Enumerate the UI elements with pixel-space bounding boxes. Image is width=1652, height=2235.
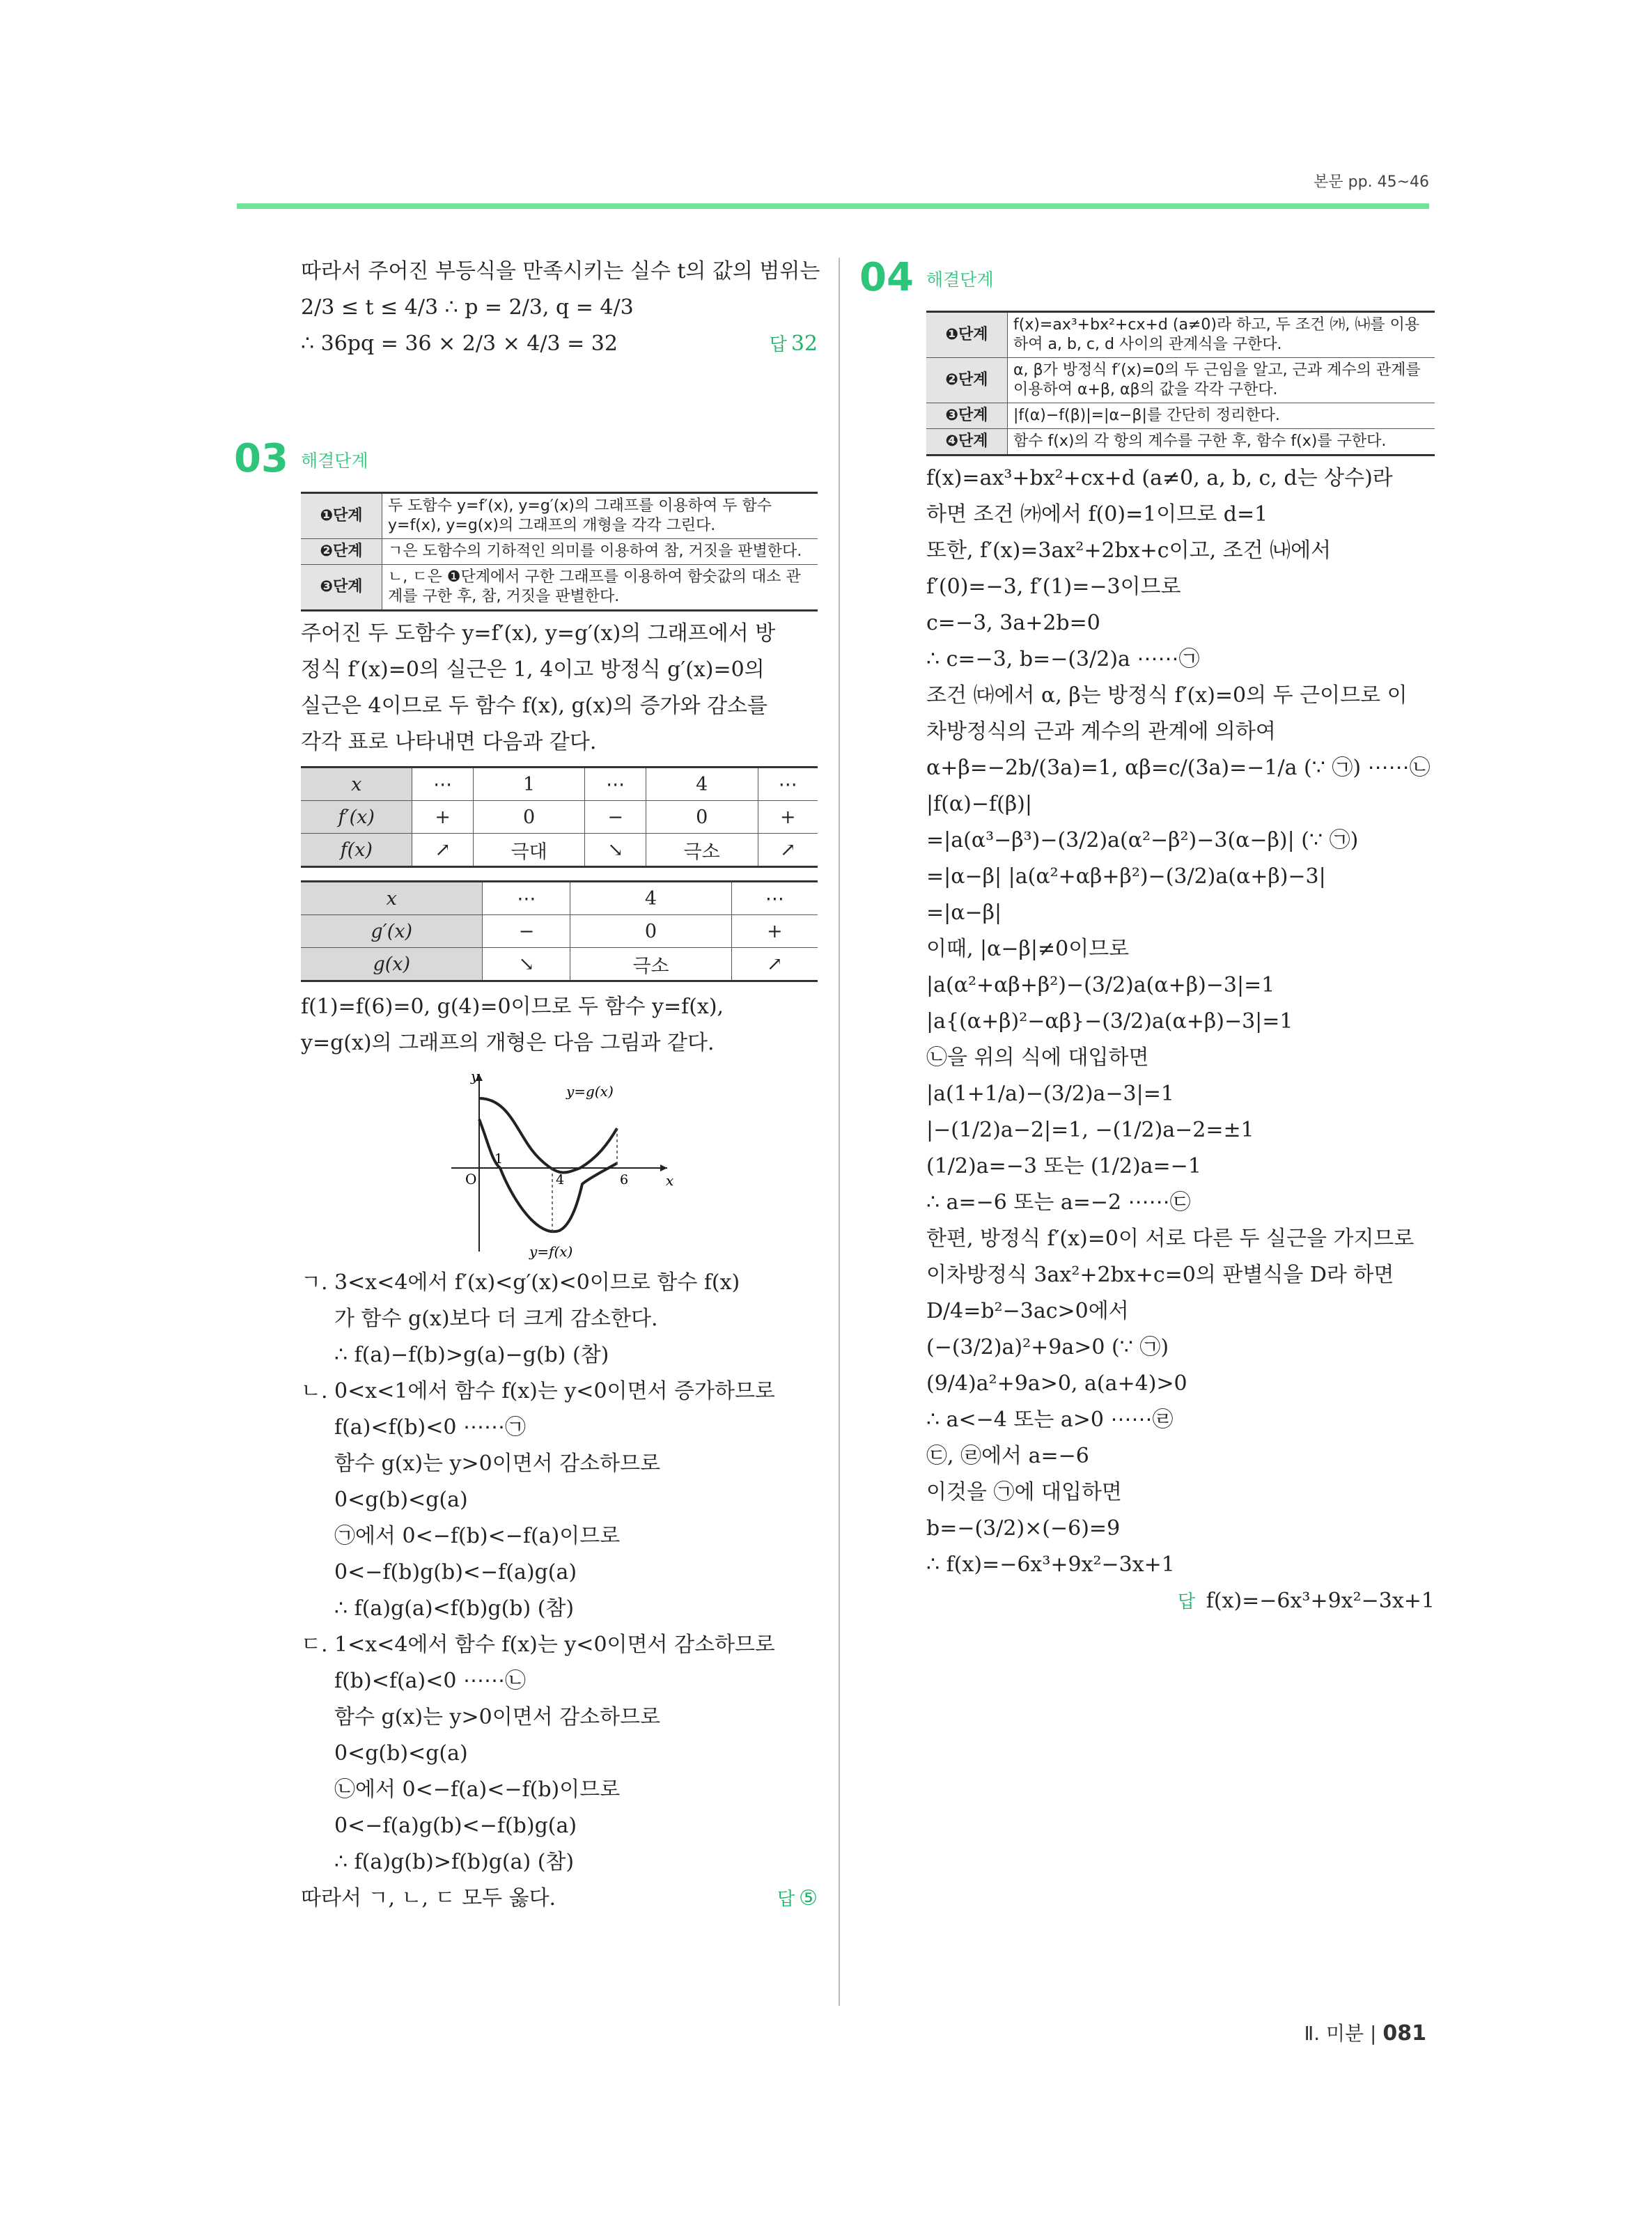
solution-line: f′(0)=−3, f′(1)=−3이므로 — [926, 575, 1181, 599]
tick-label-4: 4 — [556, 1172, 565, 1187]
section-03-header — [234, 436, 818, 485]
function-graph — [444, 1067, 674, 1262]
table-cell: g′(x) — [301, 915, 483, 948]
right-column — [859, 255, 1435, 1626]
table-cell: + — [731, 915, 818, 948]
table-cell: x — [301, 768, 412, 801]
paragraph-line: 주어진 두 도함수 y=f′(x), y=g′(x)의 그래프에서 방 — [301, 621, 776, 646]
f-curve-label: y=f(x) — [529, 1243, 573, 1260]
solution-line: 이차방정식 3ax²+2bx+c=0의 판별식을 D라 하면 — [926, 1263, 1394, 1287]
header-rule — [237, 203, 1429, 209]
reasoning-line: 가 함수 g(x)보다 더 크게 감소한다. — [334, 1307, 658, 1331]
f-curve — [479, 1119, 617, 1231]
solution-line: |a{(α+β)²−αβ}−(3/2)a(α+β)−3|=1 — [926, 1009, 1293, 1034]
reasoning-line: 0<g(b)<g(a) — [334, 1488, 468, 1512]
table-cell: 4 — [570, 882, 731, 915]
table-cell: − — [585, 801, 646, 834]
table-cell: f(x) — [301, 834, 412, 867]
reasoning-line: f(a)<f(b)<0 ⋯⋯㉠ — [334, 1415, 527, 1440]
solution-line: f(x)=ax³+bx²+cx+d (a≠0, a, b, c, d는 상수)라 — [926, 466, 1393, 490]
section-number: 03 — [234, 436, 288, 481]
intro-answer: 답 32 — [769, 332, 818, 356]
solution-line: c=−3, 3a+2b=0 — [926, 611, 1100, 635]
y-axis-label: y — [471, 1068, 479, 1084]
table-cell: 0 — [473, 801, 585, 834]
solution-steps-table — [926, 311, 1435, 456]
x-axis-label: x — [666, 1172, 674, 1189]
solution-line: (9/4)a²+9a>0, a(a+4)>0 — [926, 1371, 1187, 1396]
solution-line: |a(α²+αβ+β²)−(3/2)a(α+β)−3|=1 — [926, 973, 1275, 997]
step-text: ㄱ은 도함수의 기하적인 의미를 이용하여 참, 거짓을 판별한다. — [382, 539, 818, 565]
step-row — [301, 539, 818, 565]
table-cell: + — [758, 801, 818, 834]
solution-line: |−(1/2)a−2|=1, −(1/2)a−2=±1 — [926, 1118, 1254, 1142]
page-footer — [1304, 2018, 1426, 2046]
table-cell: f′(x) — [301, 801, 412, 834]
page-reference: 본문 pp. 45~46 — [1314, 173, 1429, 191]
paragraph-line: f(1)=f(6)=0, g(4)=0이므로 두 함수 y=f(x), — [301, 995, 724, 1019]
solution-line: ㉢, ㉣에서 a=−6 — [926, 1444, 1089, 1468]
paragraph-line: 실근은 4이므로 두 함수 f(x), g(x)의 증가와 감소를 — [301, 694, 768, 718]
step-row — [926, 358, 1435, 403]
table-cell: ↗ — [731, 948, 818, 981]
solution-line: 이것을 ㉠에 대입하면 — [926, 1480, 1122, 1504]
step-label: ❸단계 — [301, 565, 382, 611]
step-label: ❶단계 — [301, 493, 382, 539]
tick-label-1: 1 — [494, 1151, 504, 1167]
table-cell: ⋯ — [483, 882, 570, 915]
table-cell: 극소 — [646, 834, 758, 867]
solution-line: =|α−β| |a(α²+αβ+β²)−(3/2)a(α+β)−3| — [926, 864, 1326, 889]
reasoning-line: 0<−f(b)g(b)<−f(a)g(a) — [334, 1560, 577, 1584]
solution-line: 하면 조건 ㈎에서 f(0)=1이므로 d=1 — [926, 502, 1268, 527]
reasoning-line: ∴ f(a)−f(b)>g(a)−g(b) (참) — [334, 1343, 609, 1367]
table-cell: 1 — [473, 768, 585, 801]
solution-steps-table — [301, 492, 818, 612]
solution-line: ∴ c=−3, b=−(3/2)a ⋯⋯㉠ — [926, 647, 1200, 671]
conclusion-text: 따라서 ㄱ, ㄴ, ㄷ 모두 옳다. — [301, 1886, 556, 1910]
solution-line: (1/2)a=−3 또는 (1/2)a=−1 — [926, 1154, 1201, 1178]
x-axis-arrow — [660, 1165, 667, 1171]
reasoning-line: ㄴ. 0<x<1에서 함수 f(x)는 y<0이면서 증가하므로 — [301, 1379, 775, 1403]
reasoning-line: ㉡에서 0<−f(a)<−f(b)이므로 — [334, 1777, 621, 1802]
reasoning-line: ∴ f(a)g(b)>f(b)g(a) (참) — [334, 1850, 575, 1874]
step-label: ❷단계 — [926, 358, 1008, 403]
solution-line: b=−(3/2)×(−6)=9 — [926, 1516, 1121, 1541]
step-row — [301, 493, 818, 539]
step-text: α, β가 방정식 f′(x)=0의 두 근임을 알고, 근과 계수의 관계를 이용하여 α+β, αβ의 값을 각각 구한다. — [1008, 358, 1435, 403]
paragraph-line: 각각 표로 나타내면 다음과 같다. — [301, 730, 597, 754]
step-text: f(x)=ax³+bx²+cx+d (a≠0)라 하고, 두 조건 ㈎, ㈏를 이용하여 a, b, c, d 사이의 관계식을 구한다. — [1008, 312, 1435, 358]
table-cell: ⋯ — [412, 768, 473, 801]
table-cell: ⋯ — [758, 768, 818, 801]
solution-line: 차방정식의 근과 계수의 관계에 의하여 — [926, 719, 1276, 744]
intro-line-1: 따라서 주어진 부등식을 만족시키는 실수 t의 값의 범위는 — [301, 259, 820, 283]
step-row — [926, 312, 1435, 358]
intro-equation: ∴ 36pq = 36 × 2/3 × 4/3 = 32 — [301, 332, 618, 356]
intro-line-2: 2/3 ≤ t ≤ 4/3 ∴ p = 2/3, q = 4/3 — [301, 295, 634, 320]
table-cell: g(x) — [301, 948, 483, 981]
step-label: ❶단계 — [926, 312, 1008, 358]
table-cell: 0 — [570, 915, 731, 948]
solution-line: |f(α)−f(β)| — [926, 792, 1032, 816]
step-text: |f(α)−f(β)|=|α−β|를 간단히 정리한다. — [1008, 403, 1435, 429]
section-04-answer — [926, 1589, 1435, 1614]
reasoning-line: ㄷ. 1<x<4에서 함수 f(x)는 y<0이면서 감소하므로 — [301, 1633, 775, 1657]
table-cell: ↗ — [758, 834, 818, 867]
table-cell: − — [483, 915, 570, 948]
step-text: ㄴ, ㄷ은 ❶단계에서 구한 그래프를 이용하여 함숫값의 대소 관계를 구한 후, 참, 거짓을 판별한다. — [382, 565, 818, 611]
table-cell: + — [412, 801, 473, 834]
step-row — [926, 403, 1435, 429]
increase-decrease-table-g — [301, 880, 818, 982]
solution-line: |a(1+1/a)−(3/2)a−3|=1 — [926, 1082, 1174, 1106]
column-divider — [839, 258, 840, 2006]
table-cell: ↘ — [483, 948, 570, 981]
section-label: 해결단계 — [926, 270, 994, 290]
section-04-header — [859, 255, 1435, 304]
g-curve-label: y=g(x) — [566, 1083, 614, 1100]
answer-value: f(x)=−6x³+9x²−3x+1 — [1206, 1589, 1435, 1613]
intro-line-3 — [301, 332, 818, 357]
table-cell: 0 — [646, 801, 758, 834]
solution-line: ∴ a<−4 또는 a>0 ⋯⋯㉣ — [926, 1408, 1174, 1432]
tick-label-6: 6 — [620, 1172, 629, 1187]
table-cell: ⋯ — [731, 882, 818, 915]
reasoning-line: 0<−f(a)g(b)<−f(b)g(a) — [334, 1814, 577, 1838]
table-cell: ↗ — [412, 834, 473, 867]
solution-line: D/4=b²−3ac>0에서 — [926, 1299, 1129, 1323]
page-number: 081 — [1382, 2021, 1426, 2046]
reasoning-line: 함수 g(x)는 y>0이면서 감소하므로 — [334, 1705, 661, 1729]
reasoning-line: 0<g(b)<g(a) — [334, 1741, 468, 1766]
table-cell: x — [301, 882, 483, 915]
step-label: ❹단계 — [926, 429, 1008, 455]
step-text: 함수 f(x)의 각 항의 계수를 구한 후, 함수 f(x)를 구한다. — [1008, 429, 1435, 455]
solution-line: =|a(α³−β³)−(3/2)a(α²−β²)−3(α−β)| (∵ ㉠) — [926, 828, 1359, 852]
solution-04-lines — [926, 466, 1435, 1578]
reasoning-line: ∴ f(a)g(a)<f(b)g(b) (참) — [334, 1596, 575, 1621]
reasoning-line: ㄱ. 3<x<4에서 f′(x)<g′(x)<0이므로 함수 f(x) — [301, 1270, 740, 1295]
solution-line: ∴ a=−6 또는 a=−2 ⋯⋯㉢ — [926, 1190, 1191, 1215]
answer-label: 답 — [1178, 1591, 1196, 1612]
solution-line: 한편, 방정식 f′(x)=0이 서로 다른 두 실근을 가지므로 — [926, 1226, 1415, 1251]
chapter-label: Ⅱ. 미분 | — [1304, 2022, 1377, 2045]
reasoning-line: ㉠에서 0<−f(b)<−f(a)이므로 — [334, 1524, 621, 1548]
left-column — [234, 259, 820, 1922]
reasoning-line: f(b)<f(a)<0 ⋯⋯㉡ — [334, 1669, 527, 1693]
table-cell: 극대 — [473, 834, 585, 867]
step-label: ❷단계 — [301, 539, 382, 565]
step-row — [926, 429, 1435, 455]
solution-line: ㉡을 위의 식에 대입하면 — [926, 1045, 1149, 1070]
paragraph-line: 정식 f′(x)=0의 실근은 1, 4이고 방정식 g′(x)=0의 — [301, 657, 765, 682]
reasoning-list — [301, 1270, 818, 1875]
conclusion-line — [301, 1886, 818, 1911]
solution-line: (−(3/2)a)²+9a>0 (∵ ㉠) — [926, 1335, 1169, 1360]
origin-label: O — [465, 1171, 477, 1187]
increase-decrease-table-f — [301, 766, 818, 868]
table-cell: 4 — [646, 768, 758, 801]
solution-line: =|α−β| — [926, 901, 1002, 925]
solution-line: 또한, f′(x)=3ax²+2bx+c이고, 조건 ㈏에서 — [926, 538, 1332, 563]
step-label: ❸단계 — [926, 403, 1008, 429]
table-cell: ⋯ — [585, 768, 646, 801]
step-row — [301, 565, 818, 611]
section-03-answer: 답 ⑤ — [777, 1886, 818, 1910]
solution-line: ∴ f(x)=−6x³+9x²−3x+1 — [926, 1552, 1175, 1577]
solution-line: 조건 ㈐에서 α, β는 방정식 f′(x)=0의 두 근이므로 이 — [926, 683, 1408, 708]
table-cell: 극소 — [570, 948, 731, 981]
section-number: 04 — [859, 255, 914, 300]
paragraph-line: y=g(x)의 그래프의 개형은 다음 그림과 같다. — [301, 1031, 715, 1055]
reasoning-line: 함수 g(x)는 y>0이면서 감소하므로 — [334, 1451, 661, 1476]
solution-line: α+β=−2b/(3a)=1, αβ=c/(3a)=−1/a (∵ ㉠) ⋯⋯㉡ — [926, 756, 1431, 780]
section-label: 해결단계 — [301, 451, 368, 471]
step-text: 두 도함수 y=f′(x), y=g′(x)의 그래프를 이용하여 두 함수 y=f(x), y=g(x)의 그래프의 개형을 각각 그린다. — [382, 493, 818, 539]
table-cell: ↘ — [585, 834, 646, 867]
solution-line: 이때, |α−β|≠0이므로 — [926, 937, 1130, 961]
